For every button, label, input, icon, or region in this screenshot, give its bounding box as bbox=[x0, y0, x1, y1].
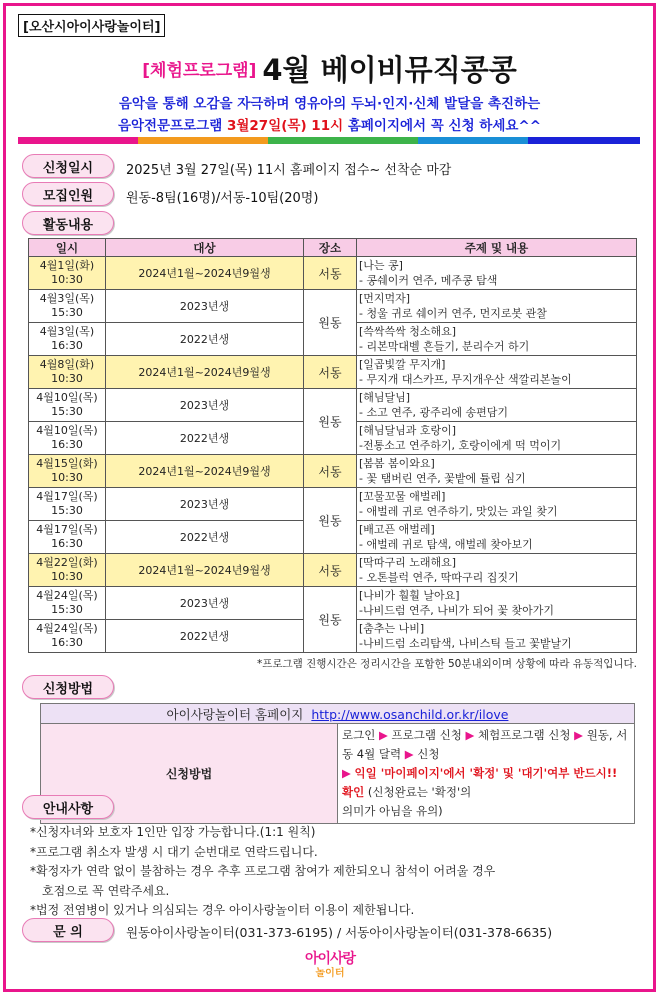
topic-desc: - 소고 연주, 광주리에 송편담기 bbox=[359, 406, 508, 419]
subtitle-line1: 음악을 통해 오감을 자극하며 영유아의 두뇌·인지·신체 발달을 촉진하는 bbox=[118, 96, 541, 112]
cell-content bbox=[357, 422, 637, 455]
topic-title: [쓱싹쓱싹 청소해요] bbox=[359, 325, 457, 338]
arrow-right-icon: ▶ bbox=[378, 728, 388, 742]
time-text: 15:30 bbox=[51, 504, 83, 517]
cell-content bbox=[357, 488, 637, 521]
cell-target: 2023년생 bbox=[106, 290, 304, 323]
activity-label: 활동내용 bbox=[22, 211, 114, 235]
topic-desc: - 무지개 대스카프, 무지개우산 색깔리본놀이 bbox=[359, 373, 572, 386]
topic-desc: - 꽃 탬버린 연주, 꽃밭에 튤립 심기 bbox=[359, 472, 526, 485]
topic-title: [먼지먹자] bbox=[359, 292, 411, 305]
cell-date bbox=[29, 554, 106, 587]
cell-content bbox=[357, 554, 637, 587]
recruit-label: 모집인원 bbox=[22, 182, 114, 206]
time-text: 10:30 bbox=[51, 273, 83, 286]
cell-date bbox=[29, 257, 106, 290]
topic-title: [딱따구리 노래해요] bbox=[359, 556, 457, 569]
table-row bbox=[29, 488, 637, 521]
cell-place: 원동 bbox=[304, 389, 357, 455]
cell-target: 2023년생 bbox=[106, 587, 304, 620]
cell-place: 서동 bbox=[304, 257, 357, 290]
cell-content bbox=[357, 587, 637, 620]
topic-title: [나비가 훨훨 날아요] bbox=[359, 589, 460, 602]
step-apply: 신청 bbox=[417, 747, 440, 761]
topic-desc: - 오톤블럭 연주, 딱따구리 집짓기 bbox=[359, 571, 519, 584]
table-row bbox=[29, 455, 637, 488]
apply-check-line bbox=[342, 764, 630, 802]
color-bar-blue bbox=[528, 137, 640, 144]
notice-item: *신청자녀와 보호자 1인만 입장 가능합니다.(1:1 원칙) bbox=[30, 825, 316, 839]
schedule-header-row bbox=[29, 239, 637, 257]
time-text: 16:30 bbox=[51, 339, 83, 352]
color-bar-sky bbox=[418, 137, 528, 144]
cell-place: 서동 bbox=[304, 356, 357, 389]
cell-target: 2023년생 bbox=[106, 389, 304, 422]
topic-desc: - 리본막대벨 흔들기, 분리수거 하기 bbox=[359, 340, 530, 353]
topic-title: [춤추는 나비] bbox=[359, 622, 425, 635]
subtitle-text: 음악전문프로그램 bbox=[117, 118, 227, 134]
time-text: 10:30 bbox=[51, 372, 83, 385]
topic-title: [해님달님과 호랑이] bbox=[359, 424, 457, 437]
notice-list bbox=[30, 823, 638, 921]
cell-target: 2024년1월~2024년9월생 bbox=[106, 554, 304, 587]
cell-target: 2022년생 bbox=[106, 521, 304, 554]
cell-target: 2024년1월~2024년9월생 bbox=[106, 455, 304, 488]
step-experience: 체험프로그램 신청 bbox=[477, 728, 571, 742]
topic-desc: -나비드럼 연주, 나비가 되어 꽃 찾아가기 bbox=[359, 604, 554, 617]
topic-desc: - 애벌레 귀로 연주하기, 맛있는 과일 찾기 bbox=[359, 505, 558, 518]
table-row bbox=[29, 554, 637, 587]
cell-content bbox=[357, 389, 637, 422]
date-value: 2025년 3월 27일(목) 11시 홈페이지 접수~ 선착순 마감 bbox=[126, 163, 452, 178]
color-bar-pink bbox=[18, 137, 138, 144]
table-row bbox=[29, 356, 637, 389]
cell-content bbox=[357, 620, 637, 653]
col-header-target: 대상 bbox=[106, 239, 304, 257]
color-bar-orange bbox=[138, 137, 268, 144]
table-row bbox=[29, 257, 637, 290]
notice-item: *프로그램 취소자 발생 시 대기 순번대로 연락드립니다. bbox=[30, 844, 318, 859]
step-program: 프로그램 신청 bbox=[391, 728, 462, 742]
topic-title: [봄봄 봄이와요] bbox=[359, 457, 435, 470]
cell-target: 2022년생 bbox=[106, 620, 304, 653]
color-bar-green bbox=[268, 137, 418, 144]
cell-date bbox=[29, 323, 106, 356]
date-text: 4월24일(목) bbox=[36, 622, 98, 635]
cell-place: 서동 bbox=[304, 554, 357, 587]
cell-content bbox=[357, 323, 637, 356]
apply-site-name: 아이사랑놀이터 홈페이지 bbox=[166, 706, 304, 722]
table-row bbox=[29, 587, 637, 620]
step-calendar: 원동, 서동 4월 달력 bbox=[342, 728, 628, 761]
cell-date bbox=[29, 422, 106, 455]
topic-title: [일곱빛깔 무지개] bbox=[359, 358, 446, 371]
col-header-place: 장소 bbox=[304, 239, 357, 257]
schedule-note: *프로그램 진행시간은 정리시간을 포함한 50분내외이며 상황에 따라 유동적입니다. bbox=[256, 658, 637, 670]
cell-place: 원동 bbox=[304, 488, 357, 554]
recruit-value: 원동-8팀(16명)/서동-10팀(20명) bbox=[126, 191, 319, 206]
time-text: 10:30 bbox=[51, 570, 83, 583]
apply-check-line2: 의미가 아님을 유의) bbox=[342, 804, 443, 818]
date-text: 4월1일(화) bbox=[39, 259, 95, 272]
cell-target: 2024년1월~2024년9월생 bbox=[106, 356, 304, 389]
topic-title: [꼬물꼬물 애벌레] bbox=[359, 490, 446, 503]
schedule-table bbox=[28, 238, 637, 653]
apply-step-line bbox=[342, 726, 630, 764]
col-header-content: 주제 및 내용 bbox=[357, 239, 637, 257]
date-text: 4월3일(목) bbox=[39, 292, 95, 305]
topic-desc: - 애벌레 귀로 탐색, 애벌레 찾아보기 bbox=[359, 538, 533, 551]
apply-steps bbox=[338, 724, 635, 824]
topic-title: [배고픈 애벌레] bbox=[359, 523, 435, 536]
apply-check-black: (신청완료는 '확정'의 bbox=[364, 785, 472, 799]
date-text: 4월10일(목) bbox=[36, 424, 98, 437]
title-main: 4월 베이비뮤직콩콩 bbox=[262, 53, 517, 87]
cell-target: 2024년1월~2024년9월생 bbox=[106, 257, 304, 290]
col-header-date: 일시 bbox=[29, 239, 106, 257]
cell-place: 원동 bbox=[304, 290, 357, 356]
subtitle-line2 bbox=[0, 114, 659, 134]
cell-date bbox=[29, 356, 106, 389]
time-text: 16:30 bbox=[51, 636, 83, 649]
date-label: 신청일시 bbox=[22, 154, 114, 178]
step-login: 로그인 bbox=[342, 728, 376, 742]
cell-place: 원동 bbox=[304, 587, 357, 653]
cell-content bbox=[357, 521, 637, 554]
table-row bbox=[29, 290, 637, 323]
cell-content bbox=[357, 455, 637, 488]
apply-site-link[interactable]: http://www.osanchild.or.kr/ilove bbox=[311, 706, 509, 722]
time-text: 16:30 bbox=[51, 537, 83, 550]
cell-content bbox=[357, 290, 637, 323]
contact-label: 문 의 bbox=[22, 918, 114, 942]
cell-target: 2022년생 bbox=[106, 323, 304, 356]
time-text: 10:30 bbox=[51, 471, 83, 484]
cell-date bbox=[29, 455, 106, 488]
apply-site-row bbox=[41, 704, 635, 724]
arrow-right-icon: ▶ bbox=[574, 728, 584, 742]
cell-target: 2023년생 bbox=[106, 488, 304, 521]
cell-date bbox=[29, 521, 106, 554]
notice-item: *법정 전염병이 있거나 의심되는 경우 아이사랑놀이터 이용이 제한됩니다. bbox=[30, 903, 415, 917]
cell-content bbox=[357, 356, 637, 389]
date-text: 4월15일(화) bbox=[36, 457, 98, 470]
topic-desc: -나비드럼 소리탐색, 나비스틱 들고 꽃밭날기 bbox=[359, 637, 572, 650]
notice-item: 호점으로 꼭 연락주세요. bbox=[42, 883, 170, 898]
cell-date bbox=[29, 290, 106, 323]
table-row bbox=[29, 389, 637, 422]
date-text: 4월22일(화) bbox=[36, 556, 98, 569]
date-text: 4월8일(화) bbox=[39, 358, 95, 371]
subtitle-text: 홈페이지에서 꼭 신청 하세요^^ bbox=[343, 118, 542, 134]
title-prefix: [체험프로그램] bbox=[142, 61, 257, 81]
apply-label: 신청방법 bbox=[22, 675, 114, 699]
logo-line2: 놀이터 bbox=[315, 968, 345, 979]
date-text: 4월10일(목) bbox=[36, 391, 98, 404]
contact-value: 원동아이사랑놀이터(031-373-6195) / 서동아이사랑놀이터(031-378-6635) bbox=[126, 925, 553, 940]
topic-desc: - 콩쉐이커 연주, 메주콩 탐색 bbox=[359, 274, 498, 287]
time-text: 16:30 bbox=[51, 438, 83, 451]
notice-item: *확정자가 연락 없이 불참하는 경우 추후 프로그램 참여가 제한되오니 참석이 어려울 경우 bbox=[30, 864, 496, 878]
cell-date bbox=[29, 389, 106, 422]
time-text: 15:30 bbox=[51, 603, 83, 616]
apply-check-red: 익일 '마이페이지'에서 '확정' 및 '대기'여부 반드시!! 확인 bbox=[342, 766, 618, 799]
topic-desc: -전통소고 연주하기, 호랑이에게 떡 먹이기 bbox=[359, 439, 562, 452]
date-text: 4월17일(목) bbox=[36, 490, 98, 503]
date-text: 4월3일(목) bbox=[39, 325, 95, 338]
cell-target: 2022년생 bbox=[106, 422, 304, 455]
org-tag: [오산시아이사랑놀이터] bbox=[18, 14, 165, 37]
topic-title: [나는 콩] bbox=[359, 259, 403, 272]
page-title bbox=[0, 48, 659, 89]
apply-row-label: 신청방법 bbox=[41, 724, 338, 824]
date-text: 4월24일(목) bbox=[36, 589, 98, 602]
cell-date bbox=[29, 620, 106, 653]
logo-line1: 아이사랑 bbox=[304, 951, 356, 967]
cell-date bbox=[29, 488, 106, 521]
subtitle-highlight: 3월27일(목) 11시 bbox=[226, 118, 344, 134]
arrow-right-icon: ▶ bbox=[465, 728, 475, 742]
topic-title: [해님달님] bbox=[359, 391, 411, 404]
arrow-right-icon: ▶ bbox=[404, 747, 414, 761]
notice-label: 안내사항 bbox=[22, 795, 114, 819]
cell-content bbox=[357, 257, 637, 290]
time-text: 15:30 bbox=[51, 405, 83, 418]
apply-table bbox=[40, 703, 635, 824]
arrow-right-icon: ▶ bbox=[342, 766, 351, 780]
date-text: 4월17일(목) bbox=[36, 523, 98, 536]
cell-place: 서동 bbox=[304, 455, 357, 488]
ilove-logo bbox=[290, 948, 370, 982]
cell-date bbox=[29, 587, 106, 620]
topic-desc: - 청울 귀로 쉐이커 연주, 먼지로봇 관찰 bbox=[359, 307, 547, 320]
time-text: 15:30 bbox=[51, 306, 83, 319]
